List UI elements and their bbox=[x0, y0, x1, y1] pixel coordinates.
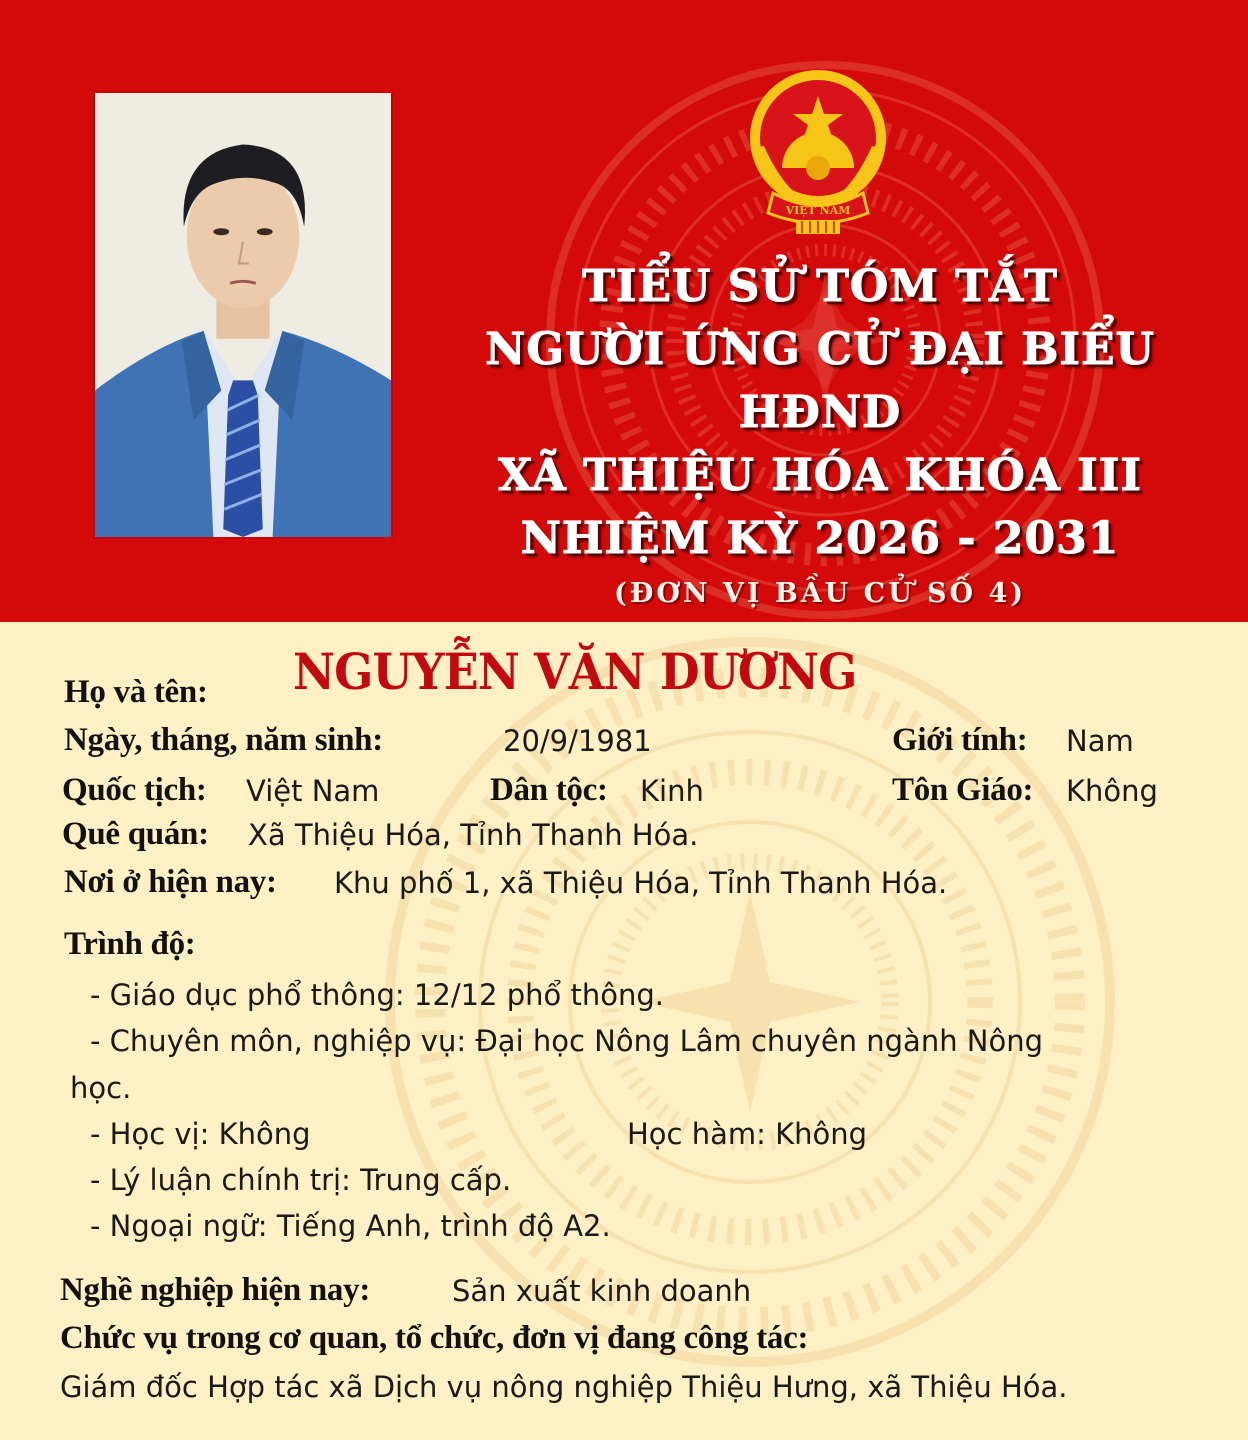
full-name-label: Họ và tên: bbox=[64, 674, 208, 710]
hometown-value: Xã Thiệu Hóa, Tỉnh Thanh Hóa. bbox=[248, 818, 699, 852]
title-line-3: XÃ THIỆU HÓA KHÓA III bbox=[498, 450, 1142, 501]
dob-value: 20/9/1981 bbox=[503, 724, 652, 758]
education-degree: - Học vị: Không bbox=[90, 1117, 311, 1151]
residence-value: Khu phố 1, xã Thiệu Hóa, Tỉnh Thanh Hóa. bbox=[334, 866, 948, 900]
electoral-unit-subtitle: (ĐƠN VỊ BẦU CỬ SỐ 4) bbox=[613, 578, 1027, 609]
religion-value: Không bbox=[1066, 774, 1158, 808]
residence-label: Nơi ở hiện nay: bbox=[64, 864, 277, 900]
education-academic-title: Học hàm: Không bbox=[627, 1117, 868, 1151]
candidate-portrait bbox=[93, 91, 393, 539]
dob-label: Ngày, tháng, năm sinh: bbox=[64, 722, 383, 758]
education-political-theory: - Lý luận chính trị: Trung cấp. bbox=[90, 1163, 512, 1197]
biography-body bbox=[0, 622, 1248, 1440]
nationality-label: Quốc tịch: bbox=[62, 772, 207, 808]
gender-value: Nam bbox=[1066, 724, 1134, 758]
document-title bbox=[420, 255, 1220, 614]
title-line-4: NHIỆM KỲ 2026 - 2031 bbox=[520, 513, 1120, 564]
ethnicity-value: Kinh bbox=[640, 774, 704, 808]
education-professional-cont: học. bbox=[70, 1071, 132, 1105]
position-label: Chức vụ trong cơ quan, tổ chức, đơn vị đang công tác: bbox=[60, 1320, 809, 1356]
nationality-value: Việt Nam bbox=[246, 774, 380, 808]
occupation-value: Sản xuất kinh doanh bbox=[452, 1274, 752, 1308]
hometown-label: Quê quán: bbox=[62, 816, 209, 852]
ethnicity-label: Dân tộc: bbox=[490, 772, 608, 808]
header-banner bbox=[0, 0, 1248, 622]
education-professional: - Chuyên môn, nghiệp vụ: Đại học Nông Lâm chuyên ngành Nông bbox=[90, 1024, 1044, 1058]
national-emblem-icon bbox=[738, 68, 898, 248]
religion-label: Tôn Giáo: bbox=[892, 772, 1034, 808]
title-line-2: NGƯỜI ỨNG CỬ ĐẠI BIỂU HĐND bbox=[485, 324, 1155, 438]
title-line-1: TIỂU SỬ TÓM TẮT bbox=[582, 261, 1058, 312]
education-heading: Trình độ: bbox=[64, 926, 196, 962]
occupation-label: Nghề nghiệp hiện nay: bbox=[60, 1272, 371, 1308]
position-value: Giám đốc Hợp tác xã Dịch vụ nông nghiệp Thiệu Hưng, xã Thiệu Hóa. bbox=[60, 1370, 1068, 1404]
gender-label: Giới tính: bbox=[892, 722, 1028, 758]
svg-text:VIỆT NAM: VIỆT NAM bbox=[785, 204, 851, 217]
education-general: - Giáo dục phổ thông: 12/12 phổ thông. bbox=[90, 978, 664, 1012]
education-foreign-language: - Ngoại ngữ: Tiếng Anh, trình độ A2. bbox=[90, 1209, 611, 1243]
candidate-name: NGUYỄN VĂN DƯƠNG bbox=[293, 642, 857, 701]
